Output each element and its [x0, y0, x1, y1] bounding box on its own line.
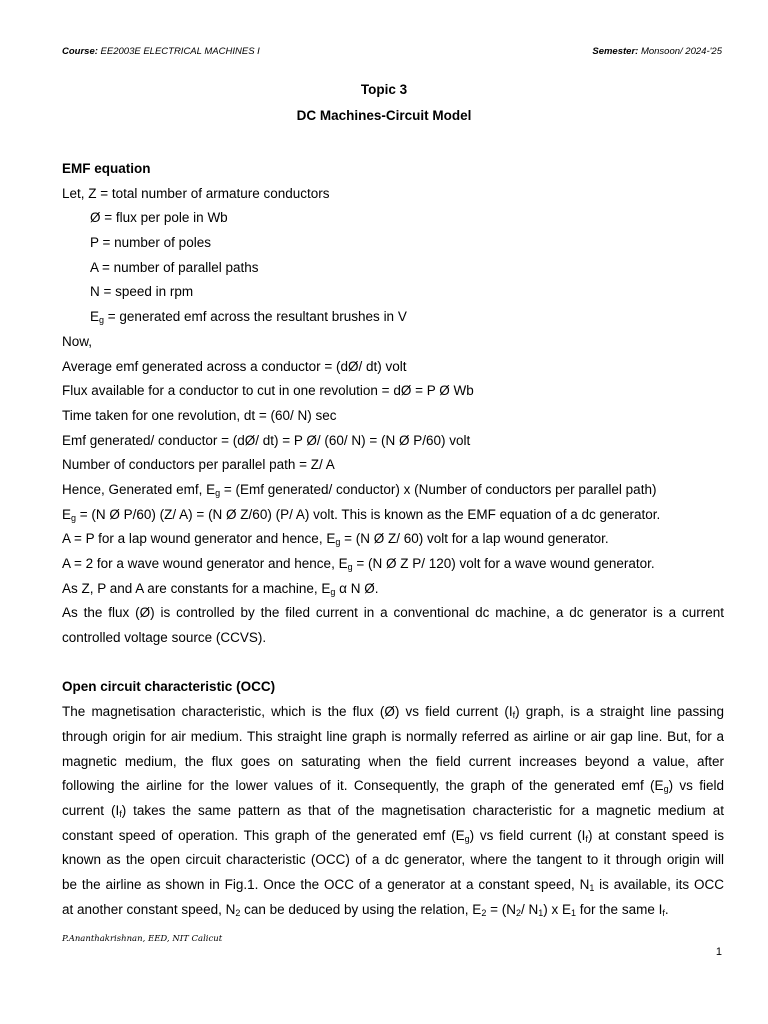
subscript: f [119, 808, 122, 819]
section-gap [62, 651, 724, 676]
text-run: following the airline for the lower values of it. Consequently, the graph of the generated emf (E [62, 778, 664, 794]
wave-wound-line [62, 552, 724, 577]
page-header [62, 46, 722, 60]
subscript: f [512, 710, 516, 721]
def-eg [62, 305, 724, 330]
subscript: 2 [481, 907, 487, 918]
subscript: g [347, 562, 353, 572]
page-number: 1 [715, 946, 722, 958]
text-run: = (N Ø P/60) (Z/ A) = (N Ø Z/60) (P/ A) volt. This is known as the EMF equation of a dc generator. [76, 506, 661, 522]
emf-per-conductor-line: Emf generated/ conductor = (dØ/ dt) = P Ø/ (60/ N) = (N Ø P/60) volt [62, 432, 471, 448]
course-info [62, 46, 260, 57]
avg-emf-line: Average emf generated across a conductor = (dØ/ dt) volt [62, 358, 407, 374]
subscript: g [663, 784, 669, 795]
emf-equation-line [62, 503, 724, 528]
topic-title: Topic 3 [360, 82, 408, 97]
text-run: ) x E [543, 901, 572, 917]
occ-line-1 [62, 700, 724, 725]
def-flux: Ø = flux per pole in Wb [90, 210, 228, 226]
course-value: EE2003E ELECTRICAL MACHINES I [97, 46, 260, 57]
text-run: ) graph, is a straight line passing [515, 704, 724, 720]
occ-line-5 [62, 799, 724, 824]
subscript: g [335, 537, 341, 548]
text-run: . [664, 901, 669, 917]
text-run: As Z, P and A are constants for a machine, E [62, 580, 331, 596]
occ-line-8 [62, 873, 724, 898]
text-run: E [62, 506, 72, 522]
flux-available-line: Flux available for a conductor to cut in one revolution = dØ = P Ø Wb [62, 383, 474, 399]
ccvs-line-1: As the flux (Ø) is controlled by the filed current in a conventional dc machine, a dc generator is a current [62, 605, 724, 621]
text-run: ) at constant speed is [587, 827, 725, 843]
text-run: constant speed of operation. This graph of the generated emf (E [62, 827, 465, 843]
semester-label: Semester: [592, 46, 639, 57]
ccvs-line-2: controlled voltage source (CCVS). [62, 630, 267, 646]
occ-line-9 [62, 898, 724, 923]
occ-line-7: known as the open circuit characteristic (OCC) of a dc generator, where the tangent to it through origin will [62, 852, 724, 868]
text-run: ) takes the same pattern as that of the magnetisation characteristic for a magnetic medium at [121, 802, 724, 818]
emf-heading: EMF equation [62, 161, 151, 176]
topic-subtitle: DC Machines-Circuit Model [296, 108, 472, 123]
conductors-per-path-line: Number of conductors per parallel path = Z/ A [62, 457, 335, 473]
text-run: α N Ø. [335, 580, 379, 596]
text-run: at another constant speed, N [62, 901, 236, 917]
text-run: = (N Ø Z/ 60) volt for a lap wound generator. [340, 531, 609, 547]
text-run: current (I [62, 802, 120, 818]
text-run: is available, its OCC [594, 876, 724, 892]
eg-symbol: E [90, 309, 100, 325]
subscript: f [585, 833, 588, 844]
def-speed: N = speed in rpm [90, 284, 194, 300]
subscript: 2 [235, 907, 241, 918]
text-run: for the same I [576, 901, 663, 917]
hence-line [62, 478, 724, 503]
subscript: f [662, 907, 665, 918]
subscript: g [330, 586, 336, 597]
now-line: Now, [62, 333, 93, 349]
subscript: g [215, 487, 221, 498]
text-run: ) vs field current (I [469, 827, 586, 843]
eg-definition: = generated emf across the resultant brushes in V [104, 309, 407, 325]
author-footer: P.Ananthakrishnan, EED, NIT Calicut [62, 934, 223, 944]
text-run: = (N Ø Z P/ 120) volt for a wave wound generator. [352, 556, 655, 571]
occ-line-3: magnetic medium, the flux goes on saturating when the field current increases beyond a value, after [62, 753, 724, 769]
occ-line-6 [62, 824, 724, 849]
subscript: 2 [515, 907, 521, 918]
text-run: Hence, Generated emf, E [62, 481, 216, 497]
let-line: Let, Z = total number of armature conductors [62, 185, 330, 201]
eg-subscript: g [99, 315, 105, 326]
semester-value: Monsoon/ 2024-'25 [638, 46, 722, 57]
constants-line [62, 577, 724, 602]
text-run: can be deduced by using the relation, E [240, 901, 482, 917]
text-run: = (Emf generated/ conductor) x (Number of conductors per parallel path) [220, 481, 657, 497]
text-run: ) vs field [668, 778, 724, 794]
text-run: A = 2 for a wave wound generator and hence, E [62, 556, 348, 571]
semester-info [592, 46, 722, 57]
document-body [62, 157, 724, 922]
course-label: Course: [62, 46, 98, 57]
occ-heading: Open circuit characteristic (OCC) [62, 679, 276, 695]
text-run: be the airline as shown in Fig.1. Once the OCC of a generator at a constant speed, N [62, 876, 590, 892]
text-run: = (N [486, 901, 516, 917]
lap-wound-line [62, 527, 724, 552]
text-run: / N [520, 901, 539, 917]
text-run: The magnetisation characteristic, which is the flux (Ø) vs field current (I [62, 704, 513, 720]
def-poles: P = number of poles [90, 235, 211, 251]
text-run: A = P for a lap wound generator and hence, E [62, 531, 336, 547]
time-line: Time taken for one revolution, dt = (60/ N) sec [62, 407, 337, 423]
subscript: 1 [589, 882, 595, 893]
occ-line-4 [62, 774, 724, 799]
subscript: g [71, 512, 77, 523]
subscript: g [464, 833, 470, 844]
subscript: 1 [571, 907, 577, 918]
occ-line-2: through origin for air medium. This straight line graph is normally referred as airline or air gap line. But, for a [62, 728, 724, 744]
def-paths: A = number of parallel paths [90, 259, 259, 275]
subscript: 1 [538, 907, 544, 918]
